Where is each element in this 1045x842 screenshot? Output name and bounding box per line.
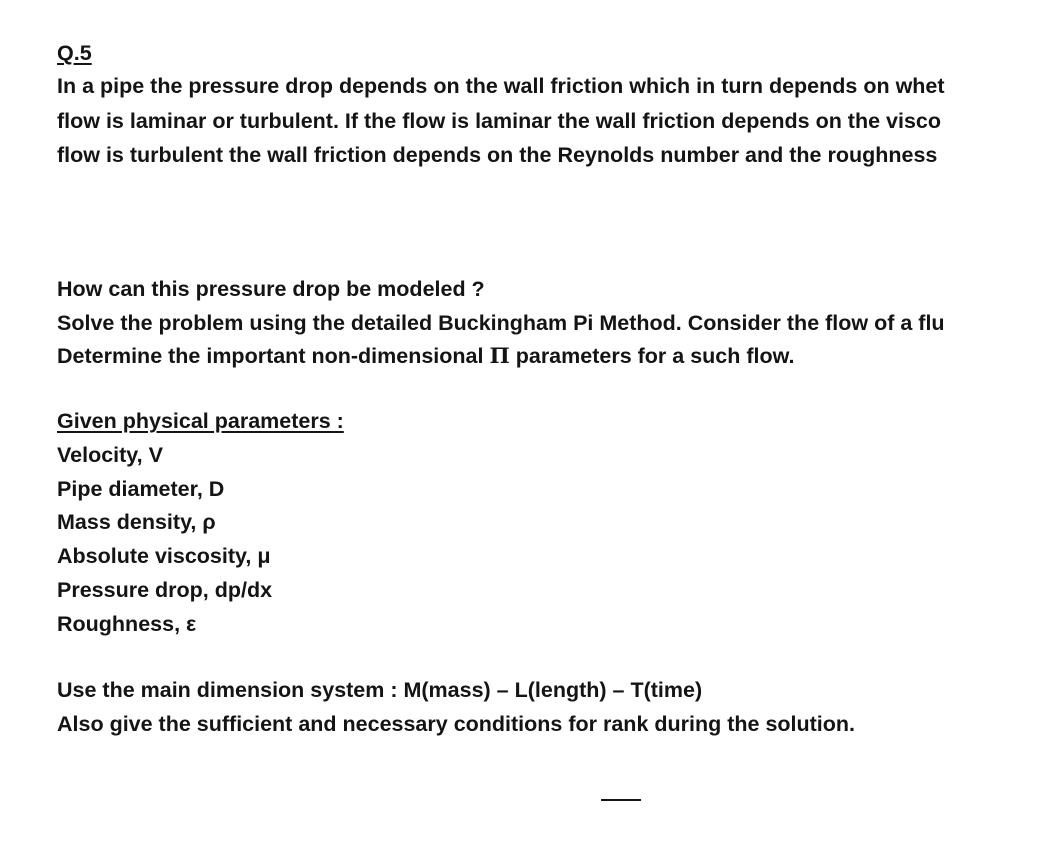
given-heading: Given physical parameters : <box>57 409 344 433</box>
pi-line-after: parameters for a such flow. <box>509 344 795 368</box>
intro-line-2: flow is laminar or turbulent. If the flow is laminar the wall friction depends on the visco <box>57 109 942 133</box>
given-item-viscosity: Absolute viscosity, μ <box>57 544 271 568</box>
pi-line-before: Determine the important non-dimensional <box>57 344 490 368</box>
rank-conditions-line: Also give the sufficient and necessary conditions for rank during the solution. <box>57 712 856 736</box>
given-item-roughness: Roughness, ε <box>57 612 197 636</box>
given-item-pressure-drop: Pressure drop, dp/dx <box>57 578 273 602</box>
pi-parameters-line <box>57 343 795 370</box>
intro-line-1: In a pipe the pressure drop depends on the wall friction which in turn depends on whet <box>57 74 945 98</box>
dimension-system-line: Use the main dimension system : M(mass) – L(length) – T(time) <box>57 678 703 702</box>
given-item-diameter: Pipe diameter, D <box>57 477 225 501</box>
intro-line-3: flow is turbulent the wall friction depends on the Reynolds number and the roughness <box>57 143 938 167</box>
given-item-velocity: Velocity, V <box>57 443 163 467</box>
prompt-line-1: How can this pressure drop be modeled ? <box>57 277 485 301</box>
pi-symbol: Π <box>489 344 510 369</box>
prompt-line-2: Solve the problem using the detailed Buckingham Pi Method. Consider the flow of a flu <box>57 311 945 335</box>
given-item-density: Mass density, ρ <box>57 510 216 534</box>
question-label: Q.5 <box>57 41 92 65</box>
footer-rule <box>601 799 641 801</box>
